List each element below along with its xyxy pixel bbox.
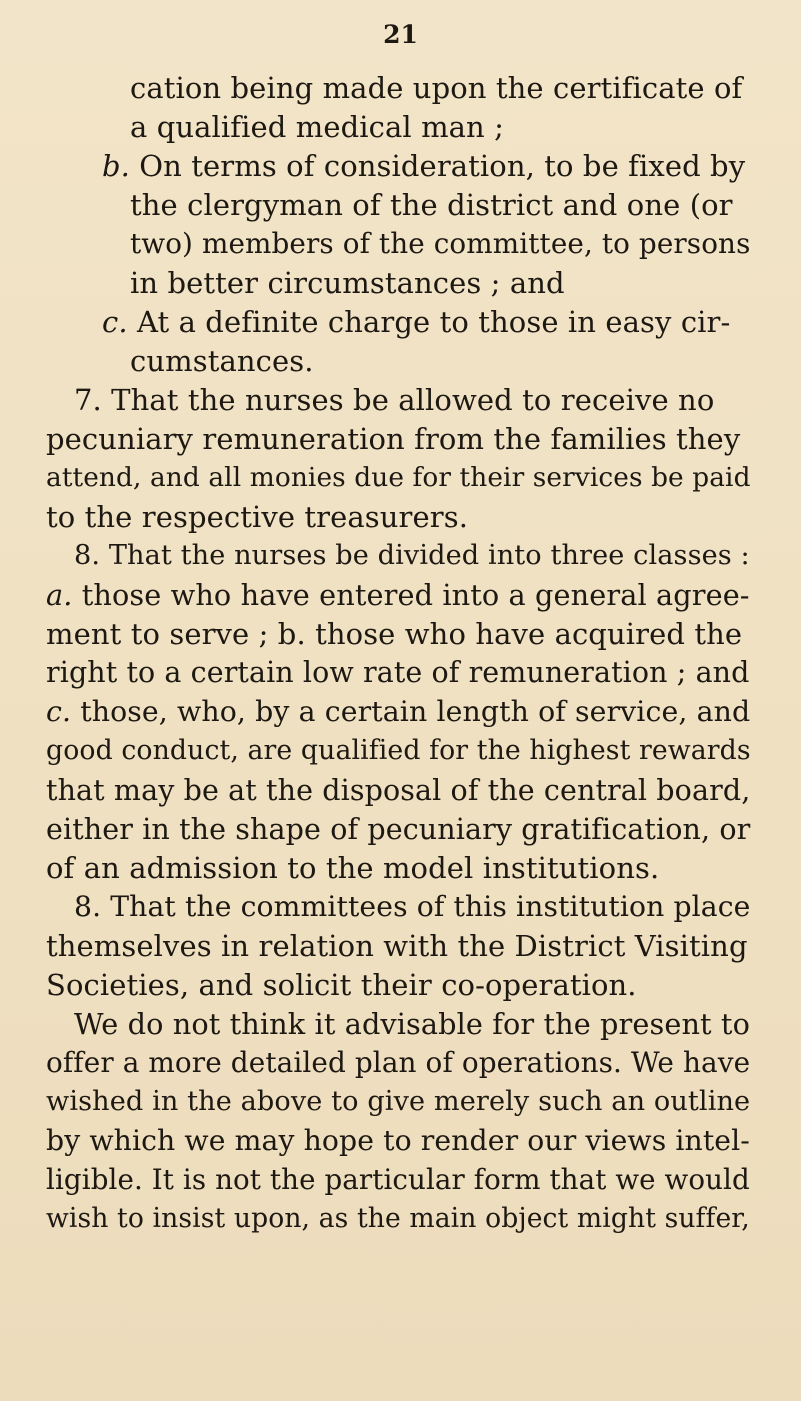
text-line: wished in the above to give merely such an outline (46, 1086, 751, 1117)
text-line: the clergyman of the district and one (or (130, 188, 733, 222)
text-line: attend, and all monies due for their services be paid (46, 463, 751, 493)
text-line: 7. That the nurses be allowed to receive no (74, 383, 715, 417)
text-line: ment to serve ; b. those who have acquired the (46, 617, 743, 651)
text-line: 8. That the committees of this institution place (74, 890, 751, 923)
text-line: Societies, and solicit their co-operation. (46, 968, 637, 1002)
text-line: a qualified medical man ; (130, 110, 505, 144)
text-line: in better circumstances ; and (130, 266, 565, 300)
text-line: right to a certain low rate of remuneration ; and (46, 656, 750, 689)
page-number: 21 (383, 20, 418, 49)
text-line: We do not think it advisable for the present to (74, 1007, 750, 1041)
text-line: by which we may hope to render our views intel- (46, 1124, 750, 1157)
text-line: themselves in relation with the District Visiting (46, 929, 748, 963)
text-line: c. At a definite charge to those in easy cir- (102, 305, 731, 339)
text-line: good conduct, are qualified for the highest rewards (46, 735, 751, 766)
text-line: b. On terms of consideration, to be fixed by (102, 149, 746, 183)
text-line: to the respective treasurers. (46, 500, 469, 534)
text-line: pecuniary remuneration from the families they (46, 422, 741, 456)
text-line: cumstances. (130, 344, 314, 378)
text-line: two) members of the committee, to persons (130, 227, 751, 260)
text-line: offer a more detailed plan of operations. We have (46, 1046, 751, 1079)
text-line: wish to insist upon, as the main object might suffer, (46, 1203, 750, 1234)
text-line: either in the shape of pecuniary gratification, or (46, 812, 751, 846)
text-line: 8. That the nurses be divided into three classes : (74, 540, 750, 571)
text-line: c. those, who, by a certain length of service, and (46, 695, 751, 728)
text-line: cation being made upon the certificate of (130, 71, 743, 105)
text-line: of an admission to the model institutions. (46, 851, 660, 885)
text-line: that may be at the disposal of the central board, (46, 773, 751, 807)
text-line: a. those who have entered into a general agree- (46, 578, 750, 612)
text-line: ligible. It is not the particular form that we would (46, 1163, 750, 1196)
